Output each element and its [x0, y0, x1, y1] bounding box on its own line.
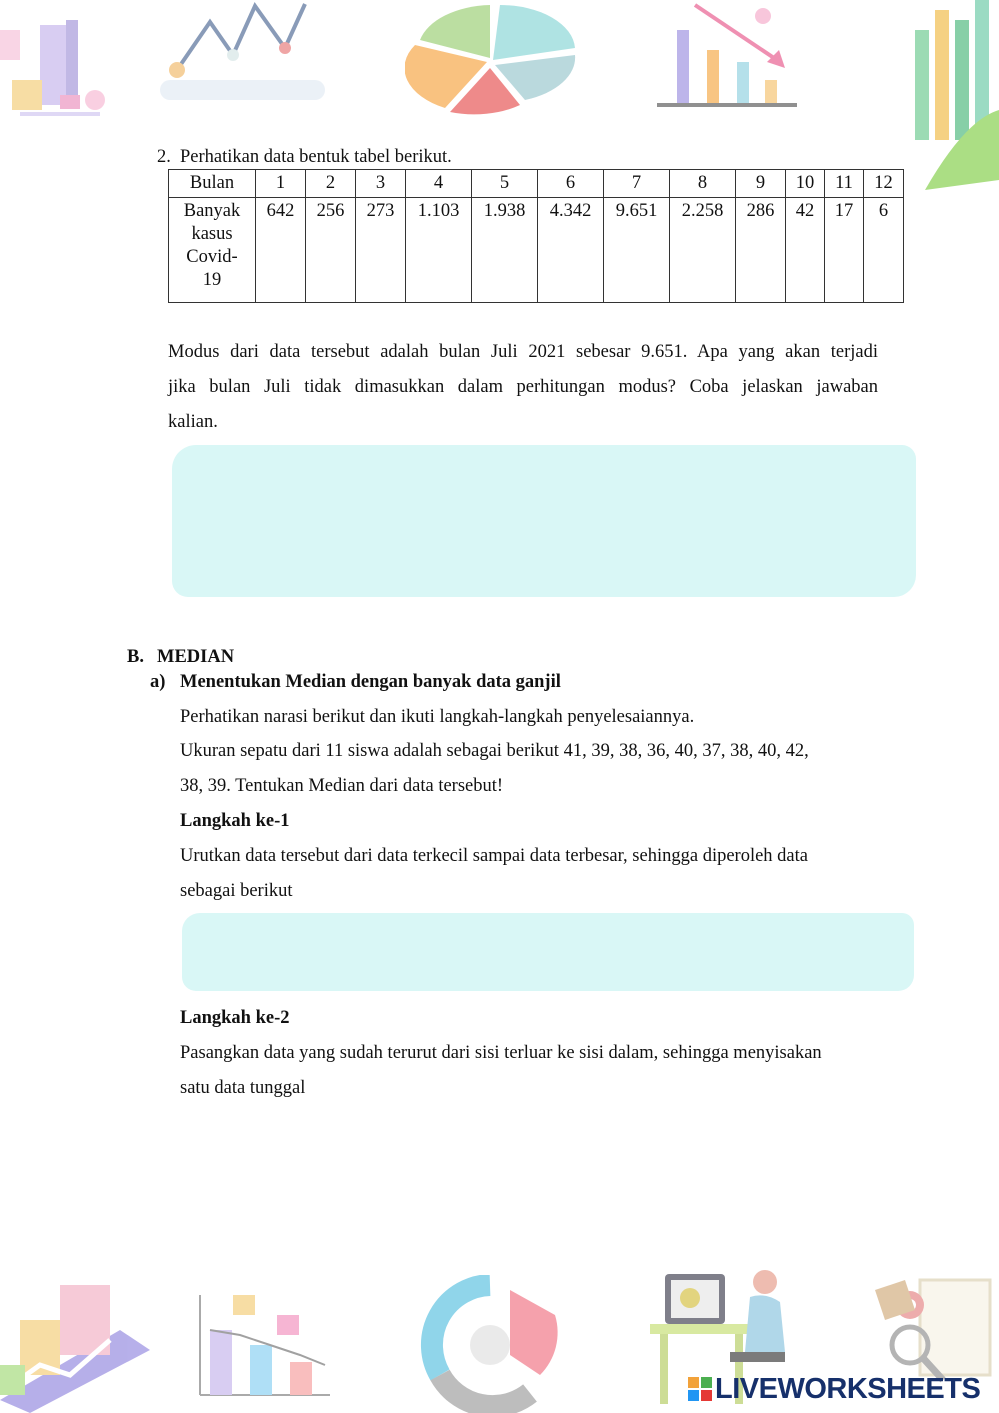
table-cell-cases: 9.651 — [604, 198, 670, 303]
line-chart-illustration — [155, 0, 330, 105]
table-cell-cases: 273 — [356, 198, 406, 303]
table-cell-month: 9 — [736, 170, 786, 198]
problem-line: 38, 39. Tentukan Median dari data tersebut! — [180, 776, 504, 796]
table-cell-cases: 2.258 — [670, 198, 736, 303]
header-line: kasus — [191, 224, 233, 244]
step1-answer-box[interactable] — [182, 913, 914, 991]
q2-answer-box[interactable] — [172, 445, 916, 597]
table-cell-cases: 1.103 — [406, 198, 472, 303]
table-cell-cases: 6 — [864, 198, 904, 303]
table-cell-cases: 17 — [825, 198, 864, 303]
table-cell-month: 2 — [306, 170, 356, 198]
donut-chart-illustration — [420, 1275, 570, 1413]
section-title: MEDIAN — [157, 647, 235, 667]
paragraph-line: jika bulan Juli tidak dimasukkan dalam perhitungan modus? Coba jelaskan jawaban — [168, 377, 878, 397]
declining-bar-chart-illustration — [655, 0, 800, 115]
table-cell-cases: 642 — [256, 198, 306, 303]
liveworksheets-logo-icon — [688, 1377, 712, 1401]
covid-cases-table — [168, 169, 904, 303]
table-cell-cases: 1.938 — [472, 198, 538, 303]
growth-chart-illustration-top-right — [905, 0, 999, 200]
question-intro: Perhatikan data bentuk tabel berikut. — [180, 147, 452, 167]
liveworksheets-watermark — [688, 1373, 980, 1405]
section-letter: B. — [127, 647, 144, 667]
instruction-text: Perhatikan narasi berikut dan ikuti langkah-langkah penyelesaiannya. — [180, 707, 695, 727]
table-row-cases — [169, 198, 904, 303]
bar-line-combo-illustration — [185, 1290, 335, 1413]
table-cell-month: 11 — [825, 170, 864, 198]
bar-chart-illustration-top-left — [0, 0, 130, 125]
table-cell-month: 4 — [406, 170, 472, 198]
table-cell-month: 8 — [670, 170, 736, 198]
table-cell-month: 12 — [864, 170, 904, 198]
watermark-text: LIVEWORKSHEETS — [715, 1372, 981, 1405]
table-cell-month: 1 — [256, 170, 306, 198]
header-line: Covid- — [186, 247, 238, 267]
question-number: 2. — [157, 147, 171, 167]
question-paragraph — [168, 335, 878, 440]
step2-text: Pasangkan data yang sudah terurut dari sisi terluar ke sisi dalam, sehingga menyisakan — [180, 1043, 822, 1063]
paragraph-line: kalian. — [168, 412, 218, 432]
table-cell-cases: 256 — [306, 198, 356, 303]
table-cell-cases: 4.342 — [538, 198, 604, 303]
problem-line: Ukuran sepatu dari 11 siswa adalah sebagai berikut 41, 39, 38, 36, 40, 37, 38, 40, 42, — [180, 741, 809, 761]
header-line: 19 — [202, 270, 222, 290]
table-header-cases — [169, 198, 256, 303]
step1-text: sebagai berikut — [180, 881, 293, 901]
table-cell-month: 7 — [604, 170, 670, 198]
table-row-months — [169, 170, 904, 198]
step1-text: Urutkan data tersebut dari data terkecil sampai data terbesar, sehingga diperoleh data — [180, 846, 808, 866]
table-cell-cases: 42 — [786, 198, 825, 303]
pie-chart-illustration — [405, 0, 585, 122]
table-cell-cases: 286 — [736, 198, 786, 303]
subsection-title: Menentukan Median dengan banyak data ganjil — [180, 672, 561, 692]
paragraph-line: Modus dari data tersebut adalah bulan Juli 2021 sebesar 9.651. Apa yang akan terjadi — [168, 342, 878, 362]
table-cell-month: 3 — [356, 170, 406, 198]
table-cell-month: 6 — [538, 170, 604, 198]
table-cell-month: 5 — [472, 170, 538, 198]
growth-blocks-illustration — [0, 1270, 150, 1413]
subsection-letter: a) — [150, 672, 166, 692]
step1-title: Langkah ke-1 — [180, 811, 290, 831]
table-cell-month: 10 — [786, 170, 825, 198]
step2-title: Langkah ke-2 — [180, 1008, 290, 1028]
table-header-bulan: Bulan — [169, 170, 256, 198]
step2-text: satu data tunggal — [180, 1078, 306, 1098]
header-line: Banyak — [183, 201, 241, 221]
